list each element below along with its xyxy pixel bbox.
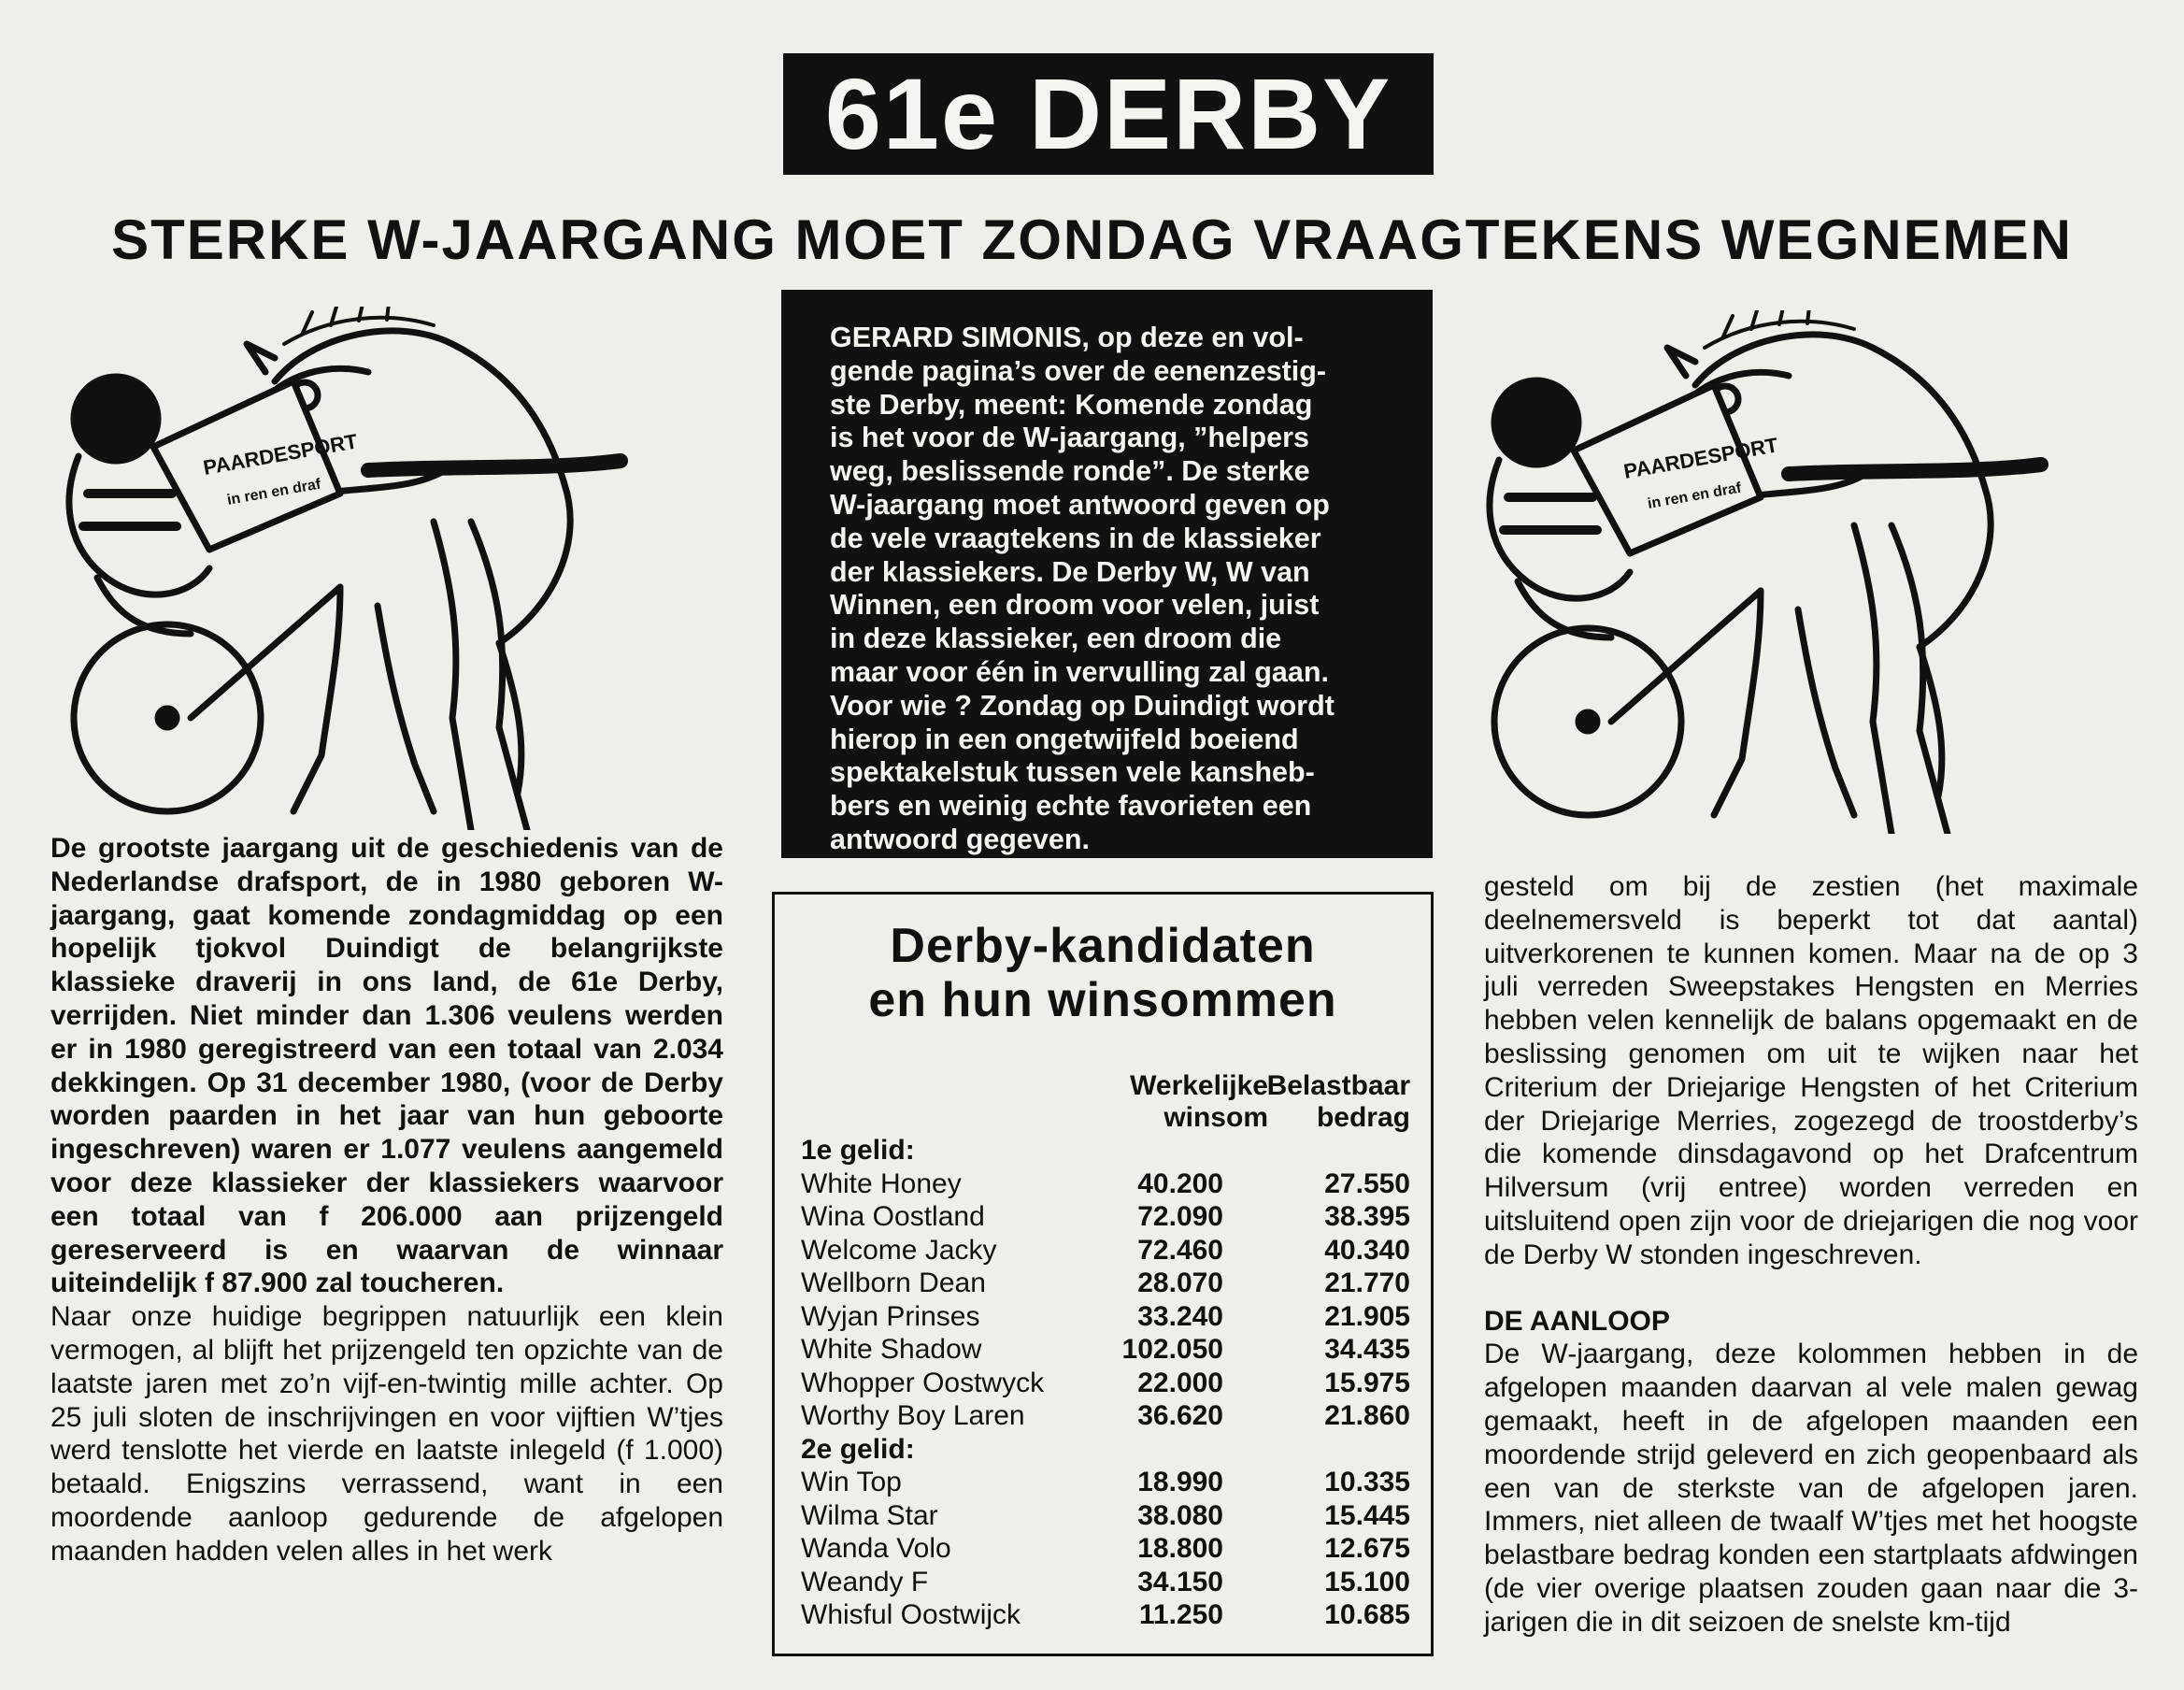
table-row <box>801 1566 1410 1599</box>
winsom-value: 22.000 <box>1137 1367 1223 1398</box>
column-header-winsom-line2: winsom <box>1163 1102 1268 1133</box>
horse-jockey-sulky-cartoon-icon <box>1480 310 2134 834</box>
masthead-title: 61e DERBY <box>783 53 1434 175</box>
bedrag-value: 15.975 <box>1324 1367 1410 1398</box>
horse-name: Wanda Volo <box>801 1533 951 1564</box>
intro-line: Voor wie ? Zondag op Duindigt wordt <box>830 689 1335 722</box>
candidates-table <box>772 892 1434 1656</box>
right-paragraph-1: gesteld om bij de zestien (het maximale deelnemersveld is beperkt tot dat aantal) uitverkorenen te kunnen komen. Maar na de op 3 juli verreden Sweepstakes Hengsten en Merries hebben velen kennelijk de balans opgemaakt en de beslissing genomen om uit te wijken naar het Criterium der Driejarige Hengsten of het Criterium der Driejarige Merries, zogezegd de troostderby’s die komende dinsdagavond op het Drafcentrum Hilversum (vrij entree) worden verreden en uitsluitend open zijn voor de driejarigen die nog voor de Derby W stonden ingeschreven. <box>1484 871 2138 1270</box>
intro-line: de vele vraagtekens in de klassieker <box>830 522 1321 554</box>
table-row <box>801 1267 1410 1300</box>
horse-name: Weandy F <box>801 1566 929 1597</box>
intro-line: maar voor één in vervulling zal gaan. <box>830 655 1329 688</box>
winsom-value: 18.800 <box>1137 1533 1223 1564</box>
table-row <box>801 1333 1410 1367</box>
bedrag-value: 27.550 <box>1324 1167 1410 1199</box>
bedrag-value: 40.340 <box>1324 1234 1410 1266</box>
winsom-value: 18.990 <box>1137 1467 1223 1497</box>
table-row <box>801 1598 1410 1632</box>
column-header-bedrag-line1: Belastbaar <box>1266 1070 1410 1101</box>
intro-line: bers en weinig echte favorieten een <box>830 790 1312 823</box>
bedrag-value: 12.675 <box>1324 1533 1410 1564</box>
bedrag-value: 21.905 <box>1324 1300 1410 1332</box>
column-header-winsom-line1: Werkelijke <box>1130 1070 1268 1101</box>
horse-name: Win Top <box>801 1467 902 1497</box>
table-title-line2: en hun winsommen <box>868 973 1337 1027</box>
group-label: 2e gelid: <box>801 1433 915 1465</box>
bedrag-value: 38.395 <box>1324 1201 1410 1232</box>
winsom-value: 36.620 <box>1137 1400 1223 1431</box>
intro-line: hierop in een ongetwijfeld boeiend <box>830 723 1299 755</box>
table-row <box>801 1167 1410 1201</box>
headline: STERKE W-JAARGANG MOET ZONDAG VRAAGTEKENS WEGNEMEN <box>111 208 2073 271</box>
intro-line: ste Derby, meent: Komende zondag <box>830 388 1313 421</box>
horse-name: Worthy Boy Laren <box>801 1400 1025 1431</box>
intro-line: spektakelstuk tussen vele kanshеb- <box>830 756 1315 789</box>
winsom-value: 72.460 <box>1137 1234 1223 1266</box>
horse-name: Wilma Star <box>801 1499 938 1531</box>
table-row <box>801 1532 1410 1566</box>
horse-name: White Shadow <box>801 1334 982 1365</box>
intro-line: weg, beslissende ronde”. De sterke <box>830 455 1310 488</box>
intro-line: antwoord gegeven. <box>830 823 1090 855</box>
winsom-value: 34.150 <box>1137 1566 1223 1597</box>
right-column <box>1484 870 2138 1640</box>
right-paragraph-2: De W-jaargang, deze kolommen hebben in de afgelopen maanden daarvan al vele malen gewag gemaakt, heeft in de afgelopen maanden een moordende strijd geleverd en zich geopenbaard als een van de sterkste van de afgelopen jaren. Immers, niet alleen de twaalf W’tjes met het hoogste belastbare bedrag konden een startplaats afdwingen (de vier overige plaatsen zouden gaan naar die 3-jarigen die in dit seizoen de snelste km-tijd <box>1484 1339 2138 1638</box>
group-label: 1e gelid: <box>801 1135 915 1166</box>
section-heading: DE AANLOOP <box>1484 1305 1670 1337</box>
bedrag-value: 10.685 <box>1324 1599 1410 1630</box>
left-column <box>50 832 723 1568</box>
table-title <box>775 919 1431 1027</box>
cartoon-sign-line1: PAARDESPORT <box>201 429 360 480</box>
table-row <box>801 1399 1410 1433</box>
cartoon-sign-line2: in ren en draf <box>225 476 322 508</box>
winsom-value: 72.090 <box>1137 1201 1223 1232</box>
horse-name: Wellborn Dean <box>801 1268 986 1298</box>
column-header-bedrag-line2: bedrag <box>1316 1102 1410 1133</box>
column-header-bedrag <box>1223 1070 1410 1134</box>
horse-name: White Honey <box>801 1167 962 1199</box>
bedrag-value: 21.860 <box>1324 1400 1410 1431</box>
table-row <box>801 1466 1410 1499</box>
cartoon-sign-line2: in ren en draf <box>1646 480 1743 512</box>
lead-paragraph: De grootste jaargang uit de geschiedenis van de Nederlandse drafsport, de in 1980 geboren W-jaargang, gaat komende zondagmiddag op een hopelijk tjokvol Duindigt de belangrijkste klassieke draverij in ons land, de 61e Derby, verrijden. Niet minder dan 1.306 veulens werden er in 1980 geregistreerd van een totaal van 2.034 dekkingen. Op 31 december 1980, (voor de Derby worden paarden in het jaar van hun geboorte ingeschreven) waren er 1.077 veulens aangemeld voor deze klassieker der klassiekers waarvoor een totaal van f 206.000 aan prijzengeld gereserveerd is en waarvan de winnaar uiteindelijk f 87.900 zal toucheren. <box>50 833 723 1299</box>
bedrag-value: 10.335 <box>1324 1467 1410 1497</box>
winsom-value: 28.070 <box>1137 1268 1223 1298</box>
intro-line: W-jaargang moet antwoord geven op <box>830 488 1330 521</box>
winsom-value: 102.050 <box>1121 1334 1223 1365</box>
cartoon-sign-line1: PAARDESPORT <box>1621 433 1780 483</box>
intro-line: in deze klassieker, een droom die <box>830 623 1282 655</box>
bedrag-value: 21.770 <box>1324 1268 1410 1298</box>
table-row <box>801 1234 1410 1268</box>
horse-name: Welcome Jacky <box>801 1234 997 1266</box>
winsom-value: 38.080 <box>1137 1499 1223 1531</box>
horse-jockey-sulky-cartoon-icon <box>60 307 714 830</box>
horse-name: Wina Oostland <box>801 1201 985 1232</box>
bedrag-value: 15.445 <box>1324 1499 1410 1531</box>
intro-box <box>781 290 1433 858</box>
body-paragraph: Naar onze huidige begrippen natuurlijk een klein vermogen, al blijft het prijzengeld ten opzichte van de laatste jaren met zo’n vijf-en-twintig mille achter. Op 25 juli sloten de inschrijvingen en voor vijftien W’tjes werd tenslotte het vierde en laatste inlegeld (f 1.000) betaald. Enigszins verrassend, want in een moordende aanloop gedurende de afgelopen maanden hadden velen alles in het werk <box>50 1301 723 1567</box>
horse-name: Wyjan Prinses <box>801 1300 980 1332</box>
table-row <box>801 1367 1410 1400</box>
table-row <box>801 1200 1410 1234</box>
horse-name: Whisful Oostwijck <box>801 1599 1021 1630</box>
winsom-value: 40.200 <box>1137 1167 1223 1199</box>
table-row <box>801 1300 1410 1334</box>
bedrag-value: 34.435 <box>1324 1334 1410 1365</box>
table-row <box>801 1499 1410 1533</box>
intro-line: gende pagina’s over de eenenzestig- <box>830 354 1327 387</box>
table-title-line1: Derby-kandidaten <box>890 919 1316 973</box>
horse-name: Whopper Oostwyck <box>801 1367 1045 1398</box>
intro-line: is het voor de W-jaargang, ”helpers <box>830 422 1309 454</box>
winsom-value: 11.250 <box>1138 1599 1223 1630</box>
intro-line: der klassiekers. De Derby W, W van <box>830 555 1310 588</box>
winsom-value: 33.240 <box>1137 1300 1223 1332</box>
intro-line: Winnen, een droom voor velen, juist <box>830 589 1320 622</box>
bedrag-value: 15.100 <box>1324 1566 1410 1597</box>
intro-line: GERARD SIMONIS, op deze en vol- <box>830 322 1304 353</box>
